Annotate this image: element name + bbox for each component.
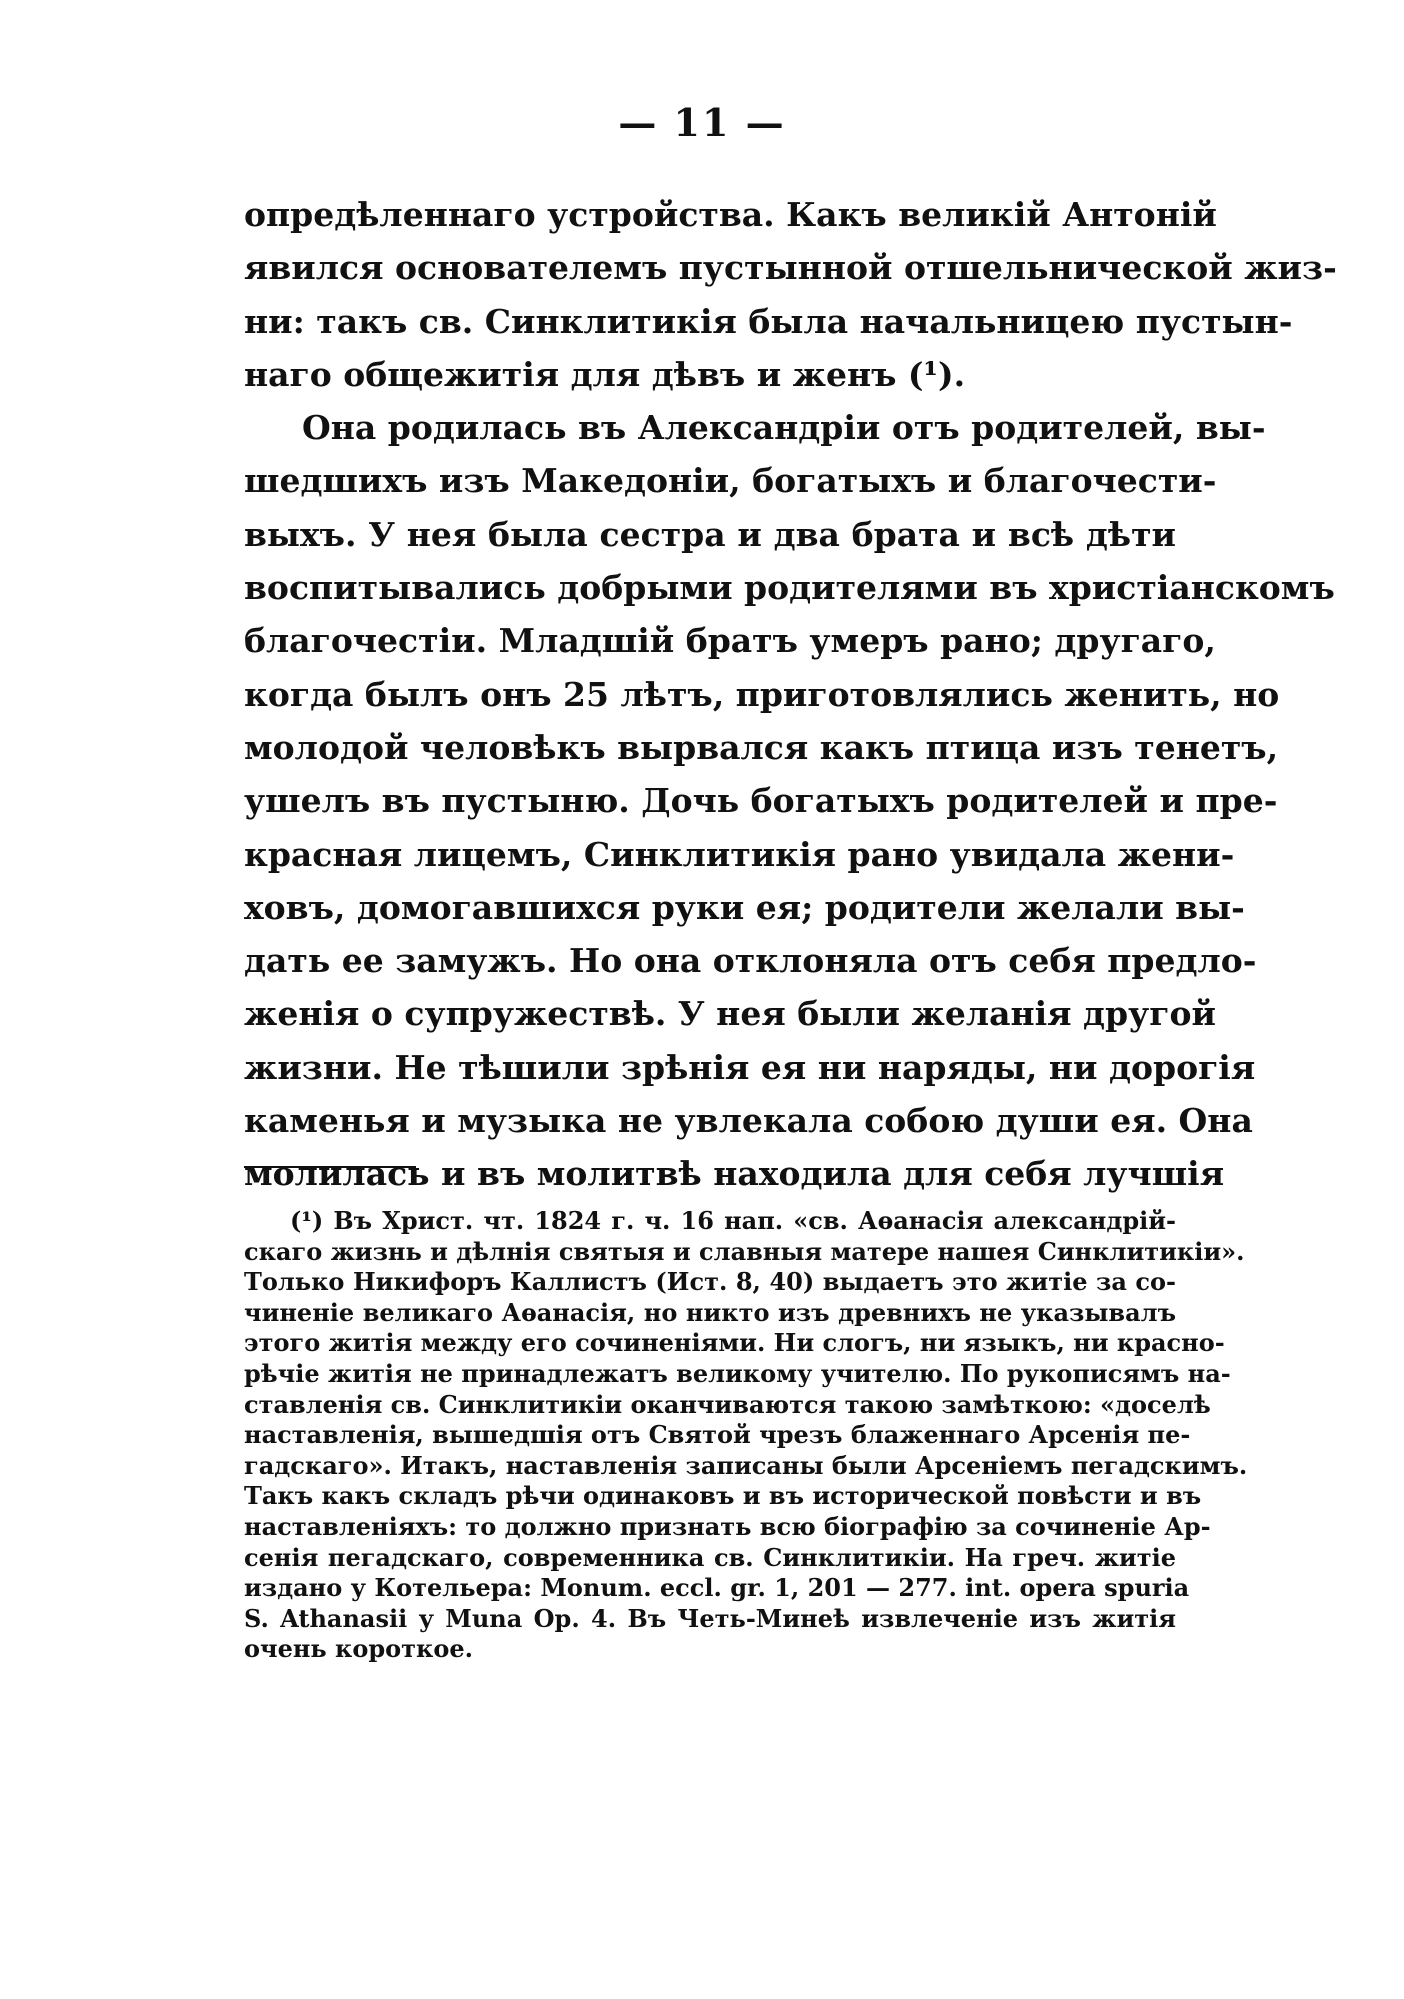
main-text	[244, 188, 1337, 1201]
text-line: дать ее замужъ. Но она отклоняла отъ себя предло-	[244, 941, 1257, 981]
text-line: воспитывались добрыми родителями въ христіанскомъ	[244, 568, 1335, 608]
text-line: ни: такъ св. Синклитикія была начальницею пустын-	[244, 301, 1293, 341]
footnote-line: (¹) Въ Христ. чт. 1824 г. ч. 16 нап. «св. Аѳанасія александрій-	[290, 1206, 1176, 1235]
text-line: благочестіи. Младшій братъ умеръ рано; другаго,	[244, 621, 1216, 661]
text-line: женія о супружествѣ. У нея были желанія другой	[244, 994, 1216, 1034]
footnote-line: наставленіяхъ: то должно признать всю біографію за сочиненіе Ар-	[244, 1511, 1211, 1541]
text-line: ушелъ въ пустыню. Дочь богатыхъ родителей и пре-	[244, 781, 1278, 821]
text-line: молилась и въ молитвѣ находила для себя лучшія	[244, 1154, 1225, 1194]
footnote-line: ставленія св. Синклитикіи оканчиваются такою замѣткою: «доселѣ	[244, 1389, 1211, 1419]
text-line: молодой человѣкъ вырвался какъ птица изъ тенетъ,	[244, 727, 1279, 767]
footnote-line: гадскаго». Итакъ, наставленія записаны были Арсеніемъ пегадскимъ.	[244, 1450, 1248, 1480]
text-line: красная лицемъ, Синклитикія рано увидала жени-	[244, 834, 1235, 874]
footnote-line: очень короткое.	[244, 1634, 474, 1664]
footnote	[244, 1206, 1248, 1665]
footnote-line: Только Никифоръ Каллистъ (Ист. 8, 40) выдаетъ это житіе за со-	[244, 1267, 1176, 1297]
footnote-line: чиненіе великаго Аѳанасія, но никто изъ древнихъ не указывалъ	[244, 1297, 1176, 1327]
footnote-line: скаго жизнь и дѣлнія святыя и славныя матере нашея Синклитикіи».	[244, 1236, 1245, 1266]
text-line: опредѣленнаго устройства. Какъ великій Антоній	[244, 195, 1217, 234]
text-line: шедшихъ изъ Македоніи, богатыхъ и благочести-	[244, 461, 1217, 501]
text-line: каменья и музыка не увлекала собою души ея. Она	[244, 1101, 1253, 1141]
footnote-line: наставленія, вышедшія отъ Святой чрезъ блаженнаго Арсенія пе-	[244, 1420, 1191, 1450]
text-line: жизни. Не тѣшили зрѣнія ея ни наряды, ни дорогія	[244, 1047, 1256, 1087]
footnote-line: рѣчіе житія не принадлежатъ великому учителю. По рукописямъ на-	[244, 1358, 1231, 1388]
text-line: ховъ, домогавшихся руки ея; родители желали вы-	[244, 887, 1245, 927]
text-line: выхъ. У нея была сестра и два брата и всѣ дѣти	[244, 514, 1176, 554]
text-line: когда былъ онъ 25 лѣтъ, приготовлялись женить, но	[244, 674, 1280, 714]
footnote-divider	[244, 1166, 416, 1168]
page-number: — 11 —	[618, 100, 786, 145]
text-line: наго общежитія для дѣвъ и женъ (¹).	[244, 354, 966, 394]
footnote-line: Такъ какъ складъ рѣчи одинаковъ и въ исторической повѣсти и въ	[244, 1481, 1202, 1511]
footnote-line: издано у Котельера: Monum. eccl. gr. 1, 201 — 277. int. opera spuria	[244, 1573, 1190, 1603]
footnote-line: S. Athanasii у Muna Op. 4. Въ Четь-Минеѣ извлеченіе изъ житія	[244, 1603, 1176, 1633]
footnote-line: сенія пегадскаго, современника св. Синклитикіи. На греч. житіе	[244, 1542, 1176, 1572]
text-line: явился основателемъ пустынной отшельнической жиз-	[244, 248, 1337, 288]
footnote-line: этого житія между его сочиненіями. Ни слогъ, ни языкъ, ни красно-	[244, 1328, 1225, 1358]
text-line: Она родилась въ Александріи отъ родителей, вы-	[302, 408, 1266, 448]
